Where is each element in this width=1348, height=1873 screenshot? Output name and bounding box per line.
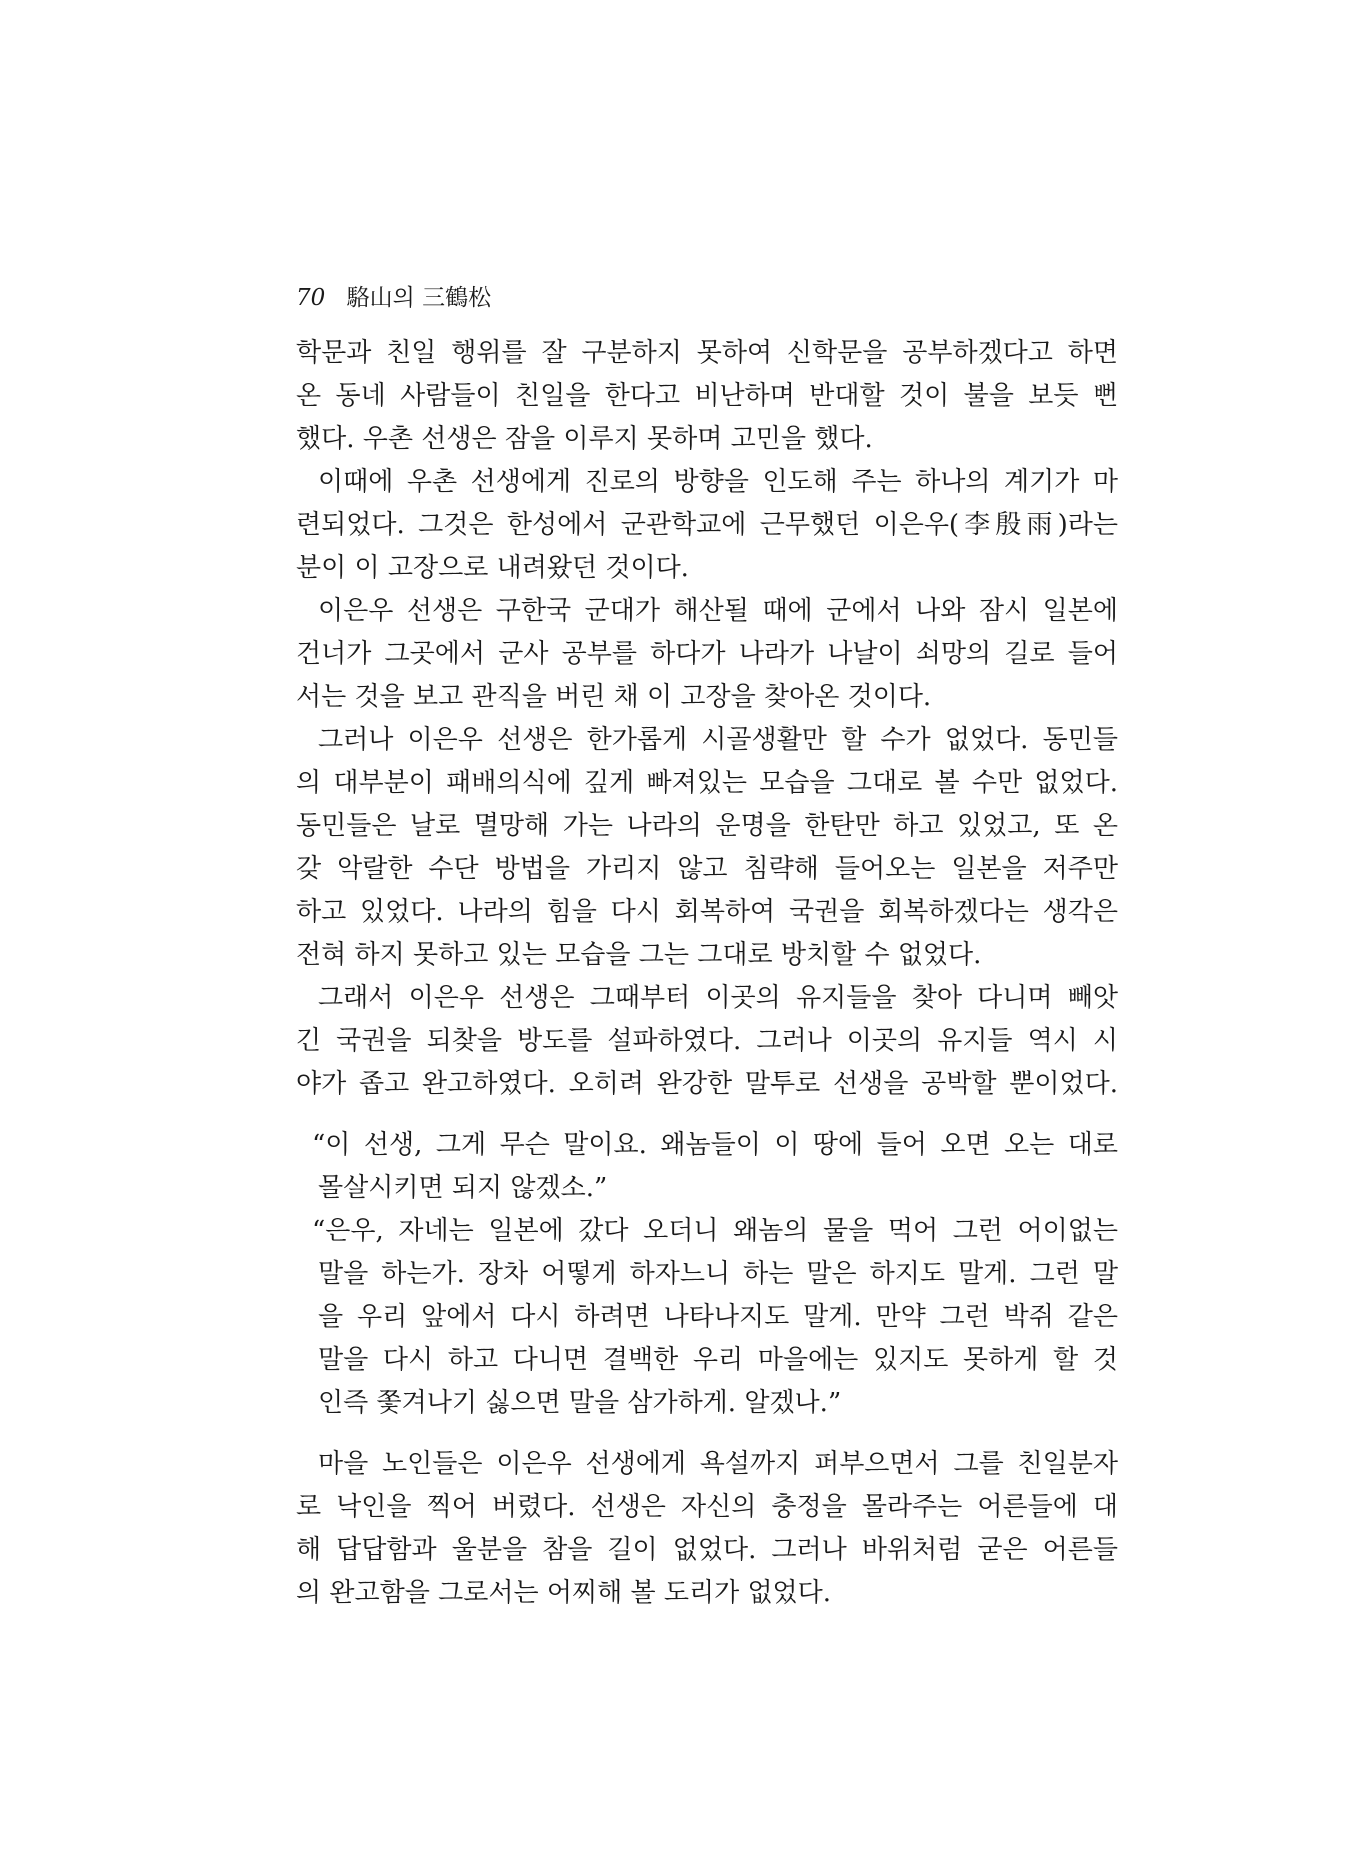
running-header [296, 283, 491, 313]
quote-line: 을 우리 앞에서 다시 하려면 나타나지도 말게. 만약 그런 박쥐 같은 [318, 1302, 1118, 1332]
text-line: 의 완고함을 그로서는 어찌해 볼 도리가 없었다. [296, 1578, 832, 1608]
text-line: 하고 있었다. 나라의 힘을 다시 회복하여 국권을 회복하겠다는 생각은 [296, 897, 1118, 927]
narrative-section-1 [296, 332, 1118, 1106]
text-line: 이때에 우촌 선생에게 진로의 방향을 인도해 주는 하나의 계기가 마 [318, 467, 1118, 497]
text-line: 학문과 친일 행위를 잘 구분하지 못하여 신학문을 공부하겠다고 하면 [296, 338, 1118, 368]
text-line: 그래서 이은우 선생은 그때부터 이곳의 유지들을 찾아 다니며 빼앗 [318, 983, 1118, 1013]
text-line: 동민들은 날로 멸망해 가는 나라의 운명을 한탄만 하고 있었고, 또 온 [296, 811, 1118, 841]
text-line: 의 대부분이 패배의식에 깊게 빠져있는 모습을 그대로 볼 수만 없었다. [296, 768, 1118, 798]
text-line: 그러나 이은우 선생은 한가롭게 시골생활만 할 수가 없었다. 동민들 [318, 725, 1118, 755]
text-line: 갖 악랄한 수단 방법을 가리지 않고 침략해 들어오는 일본을 저주만 [296, 854, 1118, 884]
text-line: 해 답답함과 울분을 참을 길이 없었다. 그러나 바위처럼 굳은 어른들 [296, 1535, 1118, 1565]
narrative-section-2 [296, 1443, 1118, 1615]
quote-line: 인즉 쫓겨나기 싫으면 말을 삼가하게. 알겠나.” [318, 1388, 842, 1418]
text-line: 온 동네 사람들이 친일을 한다고 비난하며 반대할 것이 불을 보듯 뻔 [296, 381, 1118, 411]
text-line: 마을 노인들은 이은우 선생에게 욕설까지 퍼부으면서 그를 친일분자 [318, 1449, 1118, 1479]
text-line: 전혀 하지 못하고 있는 모습을 그는 그대로 방치할 수 없었다. [296, 940, 982, 970]
quote-line: 말을 하는가. 장차 어떻게 하자느니 하는 말은 하지도 말게. 그런 말 [318, 1259, 1118, 1289]
dialogue-quotes [296, 1124, 1118, 1425]
text-line: 했다. 우촌 선생은 잠을 이루지 못하며 고민을 했다. [296, 424, 873, 454]
body-text [296, 332, 1118, 1615]
text-line: 긴 국권을 되찾을 방도를 설파하였다. 그러나 이곳의 유지들 역시 시 [296, 1026, 1118, 1056]
text-line: 분이 이 고장으로 내려왔던 것이다. [296, 553, 689, 583]
quote-line: 말을 다시 하고 다니면 결백한 우리 마을에는 있지도 못하게 할 것 [318, 1345, 1118, 1375]
quote-line: 몰살시키면 되지 않겠소.” [318, 1173, 608, 1203]
page-number: 70 [296, 285, 326, 311]
book-title: 駱山의 三鶴松 [346, 285, 492, 311]
quote-line: “이 선생, 그게 무슨 말이요. 왜놈들이 이 땅에 들어 오면 오는 대로 [312, 1130, 1118, 1160]
text-line: 이은우 선생은 구한국 군대가 해산될 때에 군에서 나와 잠시 일본에 [318, 596, 1118, 626]
text-line: 로 낙인을 찍어 버렸다. 선생은 자신의 충정을 몰라주는 어른들에 대 [296, 1492, 1118, 1522]
text-line: 야가 좁고 완고하였다. 오히려 완강한 말투로 선생을 공박할 뿐이었다. [296, 1069, 1118, 1099]
text-line: 련되었다. 그것은 한성에서 군관학교에 근무했던 이은우(李殷雨)라는 [296, 510, 1118, 540]
text-line: 건너가 그곳에서 군사 공부를 하다가 나라가 나날이 쇠망의 길로 들어 [296, 639, 1118, 669]
quote-line: “은우, 자네는 일본에 갔다 오더니 왜놈의 물을 먹어 그런 어이없는 [312, 1216, 1118, 1246]
text-line: 서는 것을 보고 관직을 버린 채 이 고장을 찾아온 것이다. [296, 682, 932, 712]
